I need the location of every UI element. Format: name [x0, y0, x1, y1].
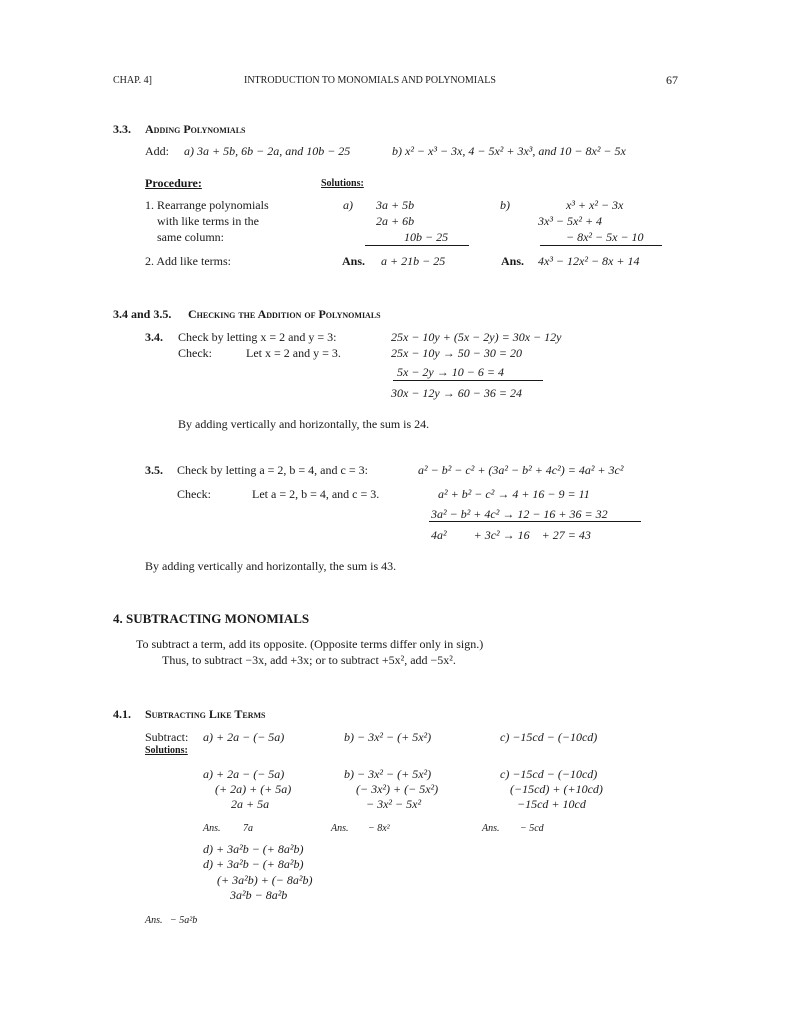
solution-d-step-2: d) + 3a²b − (+ 8a²b) — [203, 857, 304, 871]
solutions-heading-4-1: Solutions: — [145, 745, 188, 756]
sum-rule-a — [365, 245, 469, 246]
problem-3-5-equation: a² − b² − c² + (3a² − b² + 4c²) = 4a² + 3c² — [418, 463, 624, 477]
question-c: c) −15cd − (−10cd) — [500, 730, 598, 744]
answer-a: 7a — [243, 823, 253, 834]
problem-3-4-question: Check by letting x = 2 and y = 3: — [178, 330, 337, 344]
solution-a-step-1: a) + 2a − (− 5a) — [203, 767, 285, 781]
solution-b-label: b) — [500, 198, 510, 212]
subtract-label: Subtract: — [145, 730, 189, 744]
sum-rule-3-4 — [393, 380, 543, 381]
section-3-3-title: Adding Polynomials — [145, 122, 246, 136]
answer-d: − 5a²b — [170, 915, 198, 926]
solution-b-step-3: − 3x² − 5x² — [366, 797, 422, 811]
solution-a-row-2: 2a + 6b — [376, 214, 415, 228]
problem-3-4-number: 3.4. — [145, 330, 163, 344]
running-title: INTRODUCTION TO MONOMIALS AND POLYNOMIALS — [244, 75, 496, 86]
problem-3-4-line-2: 25x − 10y → 50 − 30 = 20 — [391, 346, 522, 360]
answer-label-c: Ans. — [482, 823, 500, 834]
question-b: b) − 3x² − (+ 5x²) — [344, 730, 432, 744]
problem-b: b) x² − x³ − 3x, 4 − 5x² + 3x³, and 10 − 8x² − 5x — [392, 144, 626, 158]
solution-c-step-2: (−15cd) + (+10cd) — [510, 782, 603, 796]
section-4-1-number: 4.1. — [113, 707, 131, 721]
solution-b-step-1: b) − 3x² − (+ 5x²) — [344, 767, 432, 781]
step-1-line-1: 1. Rearrange polynomials — [145, 198, 269, 212]
section-3-4-3-5-number: 3.4 and 3.5. — [113, 307, 172, 321]
solution-a-label: a) — [343, 198, 353, 212]
step-2: 2. Add like terms: — [145, 254, 231, 268]
problem-a: a) 3a + 5b, 6b − 2a, and 10b − 25 — [184, 144, 351, 158]
question-a: a) + 2a − (− 5a) — [203, 730, 285, 744]
step-1-line-2: with like terms in the — [157, 214, 259, 228]
subtract-rule: To subtract a term, add its opposite. (Opposite terms differ only in sign.) — [136, 637, 484, 651]
chapter-label: CHAP. 4] — [113, 75, 152, 86]
solution-d-step-4: 3a²b − 8a²b — [230, 888, 288, 902]
problem-3-4-line-1: 25x − 10y + (5x − 2y) = 30x − 12y — [391, 330, 562, 344]
page-number: 67 — [666, 73, 678, 87]
answer-label-a: Ans. — [203, 823, 221, 834]
answer-b-label: Ans. — [501, 254, 525, 268]
solutions-heading: Solutions: — [321, 178, 364, 189]
answer-label-b: Ans. — [331, 823, 349, 834]
problem-3-5-line-1: a² + b² − c² → 4 + 16 − 9 = 11 — [438, 487, 590, 501]
answer-b: 4x³ − 12x² − 8x + 14 — [538, 254, 640, 268]
problem-3-4-check: Check: — [178, 346, 212, 360]
solution-a-step-3: 2a + 5a — [231, 797, 270, 811]
problem-3-5-sum: By adding vertically and horizontally, the sum is 43. — [145, 559, 397, 573]
sum-rule-3-5 — [429, 521, 641, 522]
problem-3-5-line-2: 3a² − b² + 4c² → 12 − 16 + 36 = 32 — [431, 507, 608, 521]
procedure-heading: Procedure: — [145, 176, 202, 190]
problem-3-4-sum: By adding vertically and horizontally, the sum is 24. — [178, 417, 430, 431]
step-1-line-3: same column: — [157, 230, 224, 244]
answer-label-d: Ans. — [145, 915, 163, 926]
problem-3-5-number: 3.5. — [145, 463, 163, 477]
solution-a-row-3: 10b − 25 — [404, 230, 449, 244]
section-4-title: 4. SUBTRACTING MONOMIALS — [113, 611, 310, 626]
problem-3-4-line-3: 5x − 2y → 10 − 6 = 4 — [397, 365, 504, 379]
problem-3-4-let: Let x = 2 and y = 3. — [246, 346, 341, 360]
problem-3-4-line-4: 30x − 12y → 60 − 36 = 24 — [391, 386, 522, 400]
section-3-4-3-5-title: Checking the Addition of Polynomials — [188, 307, 381, 321]
sum-rule-b — [540, 245, 662, 246]
problem-3-5-check: Check: — [177, 487, 211, 501]
solution-a-row-1: 3a + 5b — [376, 198, 415, 212]
answer-a-label: Ans. — [342, 254, 366, 268]
answer-c: − 5cd — [520, 823, 544, 834]
solution-a-step-2: (+ 2a) + (+ 5a) — [215, 782, 292, 796]
solution-b-row-1: x³ + x² − 3x — [566, 198, 624, 212]
problem-3-5-let: Let a = 2, b = 4, and c = 3. — [252, 487, 380, 501]
problem-3-5-question: Check by letting a = 2, b = 4, and c = 3: — [177, 463, 368, 477]
section-3-3-number: 3.3. — [113, 122, 131, 136]
solution-b-row-2: 3x³ − 5x² + 4 — [538, 214, 603, 228]
add-label: Add: — [145, 144, 169, 158]
solution-b-step-2: (− 3x²) + (− 5x²) — [356, 782, 439, 796]
subtract-example: Thus, to subtract −3x, add +3x; or to subtract +5x², add −5x². — [162, 653, 456, 667]
solution-d-step-1: d) + 3a²b − (+ 8a²b) — [203, 842, 304, 856]
solution-c-step-3: −15cd + 10cd — [517, 797, 586, 811]
solution-c-step-1: c) −15cd − (−10cd) — [500, 767, 598, 781]
answer-a: a + 21b − 25 — [381, 254, 446, 268]
answer-b: − 8x² — [368, 823, 390, 834]
solution-b-row-3: − 8x² − 5x − 10 — [566, 230, 644, 244]
problem-3-5-line-3: 4a² + 3c² → 16 + 27 = 43 — [431, 528, 591, 542]
solution-d-step-3: (+ 3a²b) + (− 8a²b) — [217, 873, 313, 887]
section-4-1-title: Subtracting Like Terms — [145, 707, 266, 721]
